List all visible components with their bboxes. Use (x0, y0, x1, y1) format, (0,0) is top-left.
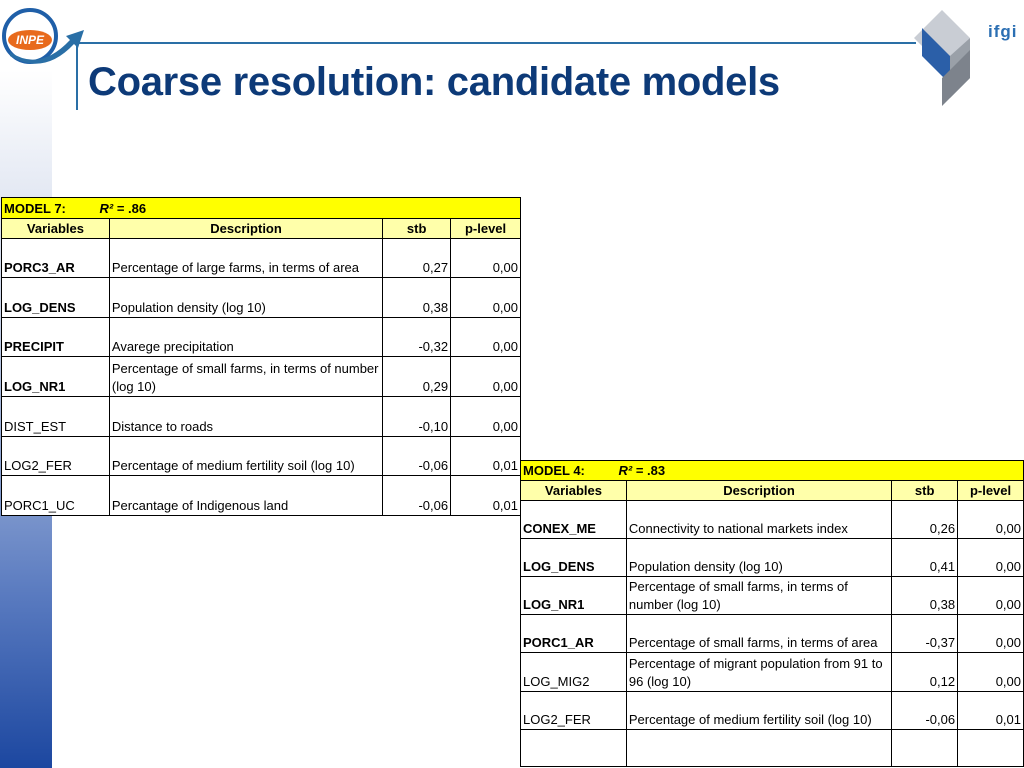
column-header-plevel: p-level (451, 219, 521, 239)
description-cell: Percentage of large farms, in terms of area (109, 239, 382, 278)
stb-cell (892, 730, 958, 767)
plevel-cell: 0,00 (451, 318, 521, 357)
stb-cell: -0,37 (892, 615, 958, 653)
model-4-header-row (521, 461, 1024, 481)
model-4-r2-symbol: R² (618, 463, 633, 478)
model-7-r2-value: = .86 (113, 201, 147, 216)
plevel-cell (958, 730, 1024, 767)
model-7-r2 (100, 200, 147, 218)
variable-cell: LOG_MIG2 (521, 653, 627, 692)
stb-cell: -0,06 (892, 692, 958, 730)
description-cell: Population density (log 10) (626, 539, 891, 577)
description-cell: Percentage of medium fertility soil (log 10) (626, 692, 891, 730)
plevel-cell: 0,00 (958, 539, 1024, 577)
model-4-r2 (619, 462, 666, 480)
description-cell: Percantage of Indigenous land (109, 476, 382, 516)
plevel-cell: 0,00 (451, 397, 521, 437)
table-row (2, 397, 521, 437)
model-7-label: MODEL 7: (4, 201, 66, 216)
table-row (2, 278, 521, 318)
table-row (2, 357, 521, 397)
description-cell: Distance to roads (109, 397, 382, 437)
variable-cell: PORC1_UC (2, 476, 110, 516)
variable-cell: CONEX_ME (521, 501, 627, 539)
table-row (521, 539, 1024, 577)
table-row (2, 318, 521, 357)
column-header-variables: Variables (521, 481, 627, 501)
table-row (521, 615, 1024, 653)
stb-cell: -0,06 (383, 437, 451, 476)
stb-cell: 0,26 (892, 501, 958, 539)
stb-cell: 0,29 (383, 357, 451, 397)
stb-cell: -0,32 (383, 318, 451, 357)
column-header-plevel: p-level (958, 481, 1024, 501)
variable-cell: PRECIPIT (2, 318, 110, 357)
table-row (2, 437, 521, 476)
plevel-cell: 0,00 (451, 278, 521, 318)
variable-cell: LOG_NR1 (2, 357, 110, 397)
table-row (521, 730, 1024, 767)
model-4-column-headers (521, 481, 1024, 501)
plevel-cell: 0,01 (451, 437, 521, 476)
title-vertical-rule (76, 42, 78, 110)
stb-cell: -0,06 (383, 476, 451, 516)
plevel-cell: 0,00 (451, 357, 521, 397)
model-4-r2-value: = .83 (632, 463, 666, 478)
table-row (521, 577, 1024, 615)
description-cell: Connectivity to national markets index (626, 501, 891, 539)
variable-cell: LOG_DENS (2, 278, 110, 318)
table-row (2, 476, 521, 516)
description-cell: Percentage of small farms, in terms of number (log 10) (109, 357, 382, 397)
column-header-stb: stb (383, 219, 451, 239)
model-4-table (520, 460, 1024, 767)
model-4-label: MODEL 4: (523, 463, 585, 478)
plevel-cell: 0,00 (958, 615, 1024, 653)
description-cell: Avarege precipitation (109, 318, 382, 357)
stb-cell: 0,12 (892, 653, 958, 692)
stb-cell: 0,38 (892, 577, 958, 615)
page-title: Coarse resolution: candidate models (88, 60, 780, 104)
variable-cell: PORC1_AR (521, 615, 627, 653)
plevel-cell: 0,00 (958, 501, 1024, 539)
column-header-stb: stb (892, 481, 958, 501)
plevel-cell: 0,01 (451, 476, 521, 516)
variable-cell (521, 730, 627, 767)
description-cell: Percentage of medium fertility soil (log 10) (109, 437, 382, 476)
description-cell (626, 730, 891, 767)
variable-cell: LOG_NR1 (521, 577, 627, 615)
stb-cell: -0,10 (383, 397, 451, 437)
ifgi-logo-text: ifgi (988, 22, 1018, 41)
description-cell: Percentage of small farms, in terms of number (log 10) (626, 577, 891, 615)
model-7-header-row (2, 198, 521, 219)
description-cell: Percentage of small farms, in terms of area (626, 615, 891, 653)
model-7-table (1, 197, 521, 516)
model-7-column-headers (2, 219, 521, 239)
plevel-cell: 0,00 (451, 239, 521, 278)
inpe-logo-text: INPE (15, 33, 45, 47)
stb-cell: 0,41 (892, 539, 958, 577)
description-cell: Percentage of migrant population from 91 to 96 (log 10) (626, 653, 891, 692)
plevel-cell: 0,00 (958, 577, 1024, 615)
variable-cell: LOG2_FER (2, 437, 110, 476)
table-row (521, 653, 1024, 692)
variable-cell: LOG_DENS (521, 539, 627, 577)
description-cell: Population density (log 10) (109, 278, 382, 318)
stb-cell: 0,27 (383, 239, 451, 278)
variable-cell: PORC3_AR (2, 239, 110, 278)
stb-cell: 0,38 (383, 278, 451, 318)
model-7-r2-symbol: R² (99, 201, 114, 216)
table-row (521, 692, 1024, 730)
column-header-variables: Variables (2, 219, 110, 239)
table-row (2, 239, 521, 278)
plevel-cell: 0,01 (958, 692, 1024, 730)
variable-cell: DIST_EST (2, 397, 110, 437)
plevel-cell: 0,00 (958, 653, 1024, 692)
header-divider (78, 42, 916, 44)
variable-cell: LOG2_FER (521, 692, 627, 730)
column-header-description: Description (626, 481, 891, 501)
table-row (521, 501, 1024, 539)
column-header-description: Description (109, 219, 382, 239)
